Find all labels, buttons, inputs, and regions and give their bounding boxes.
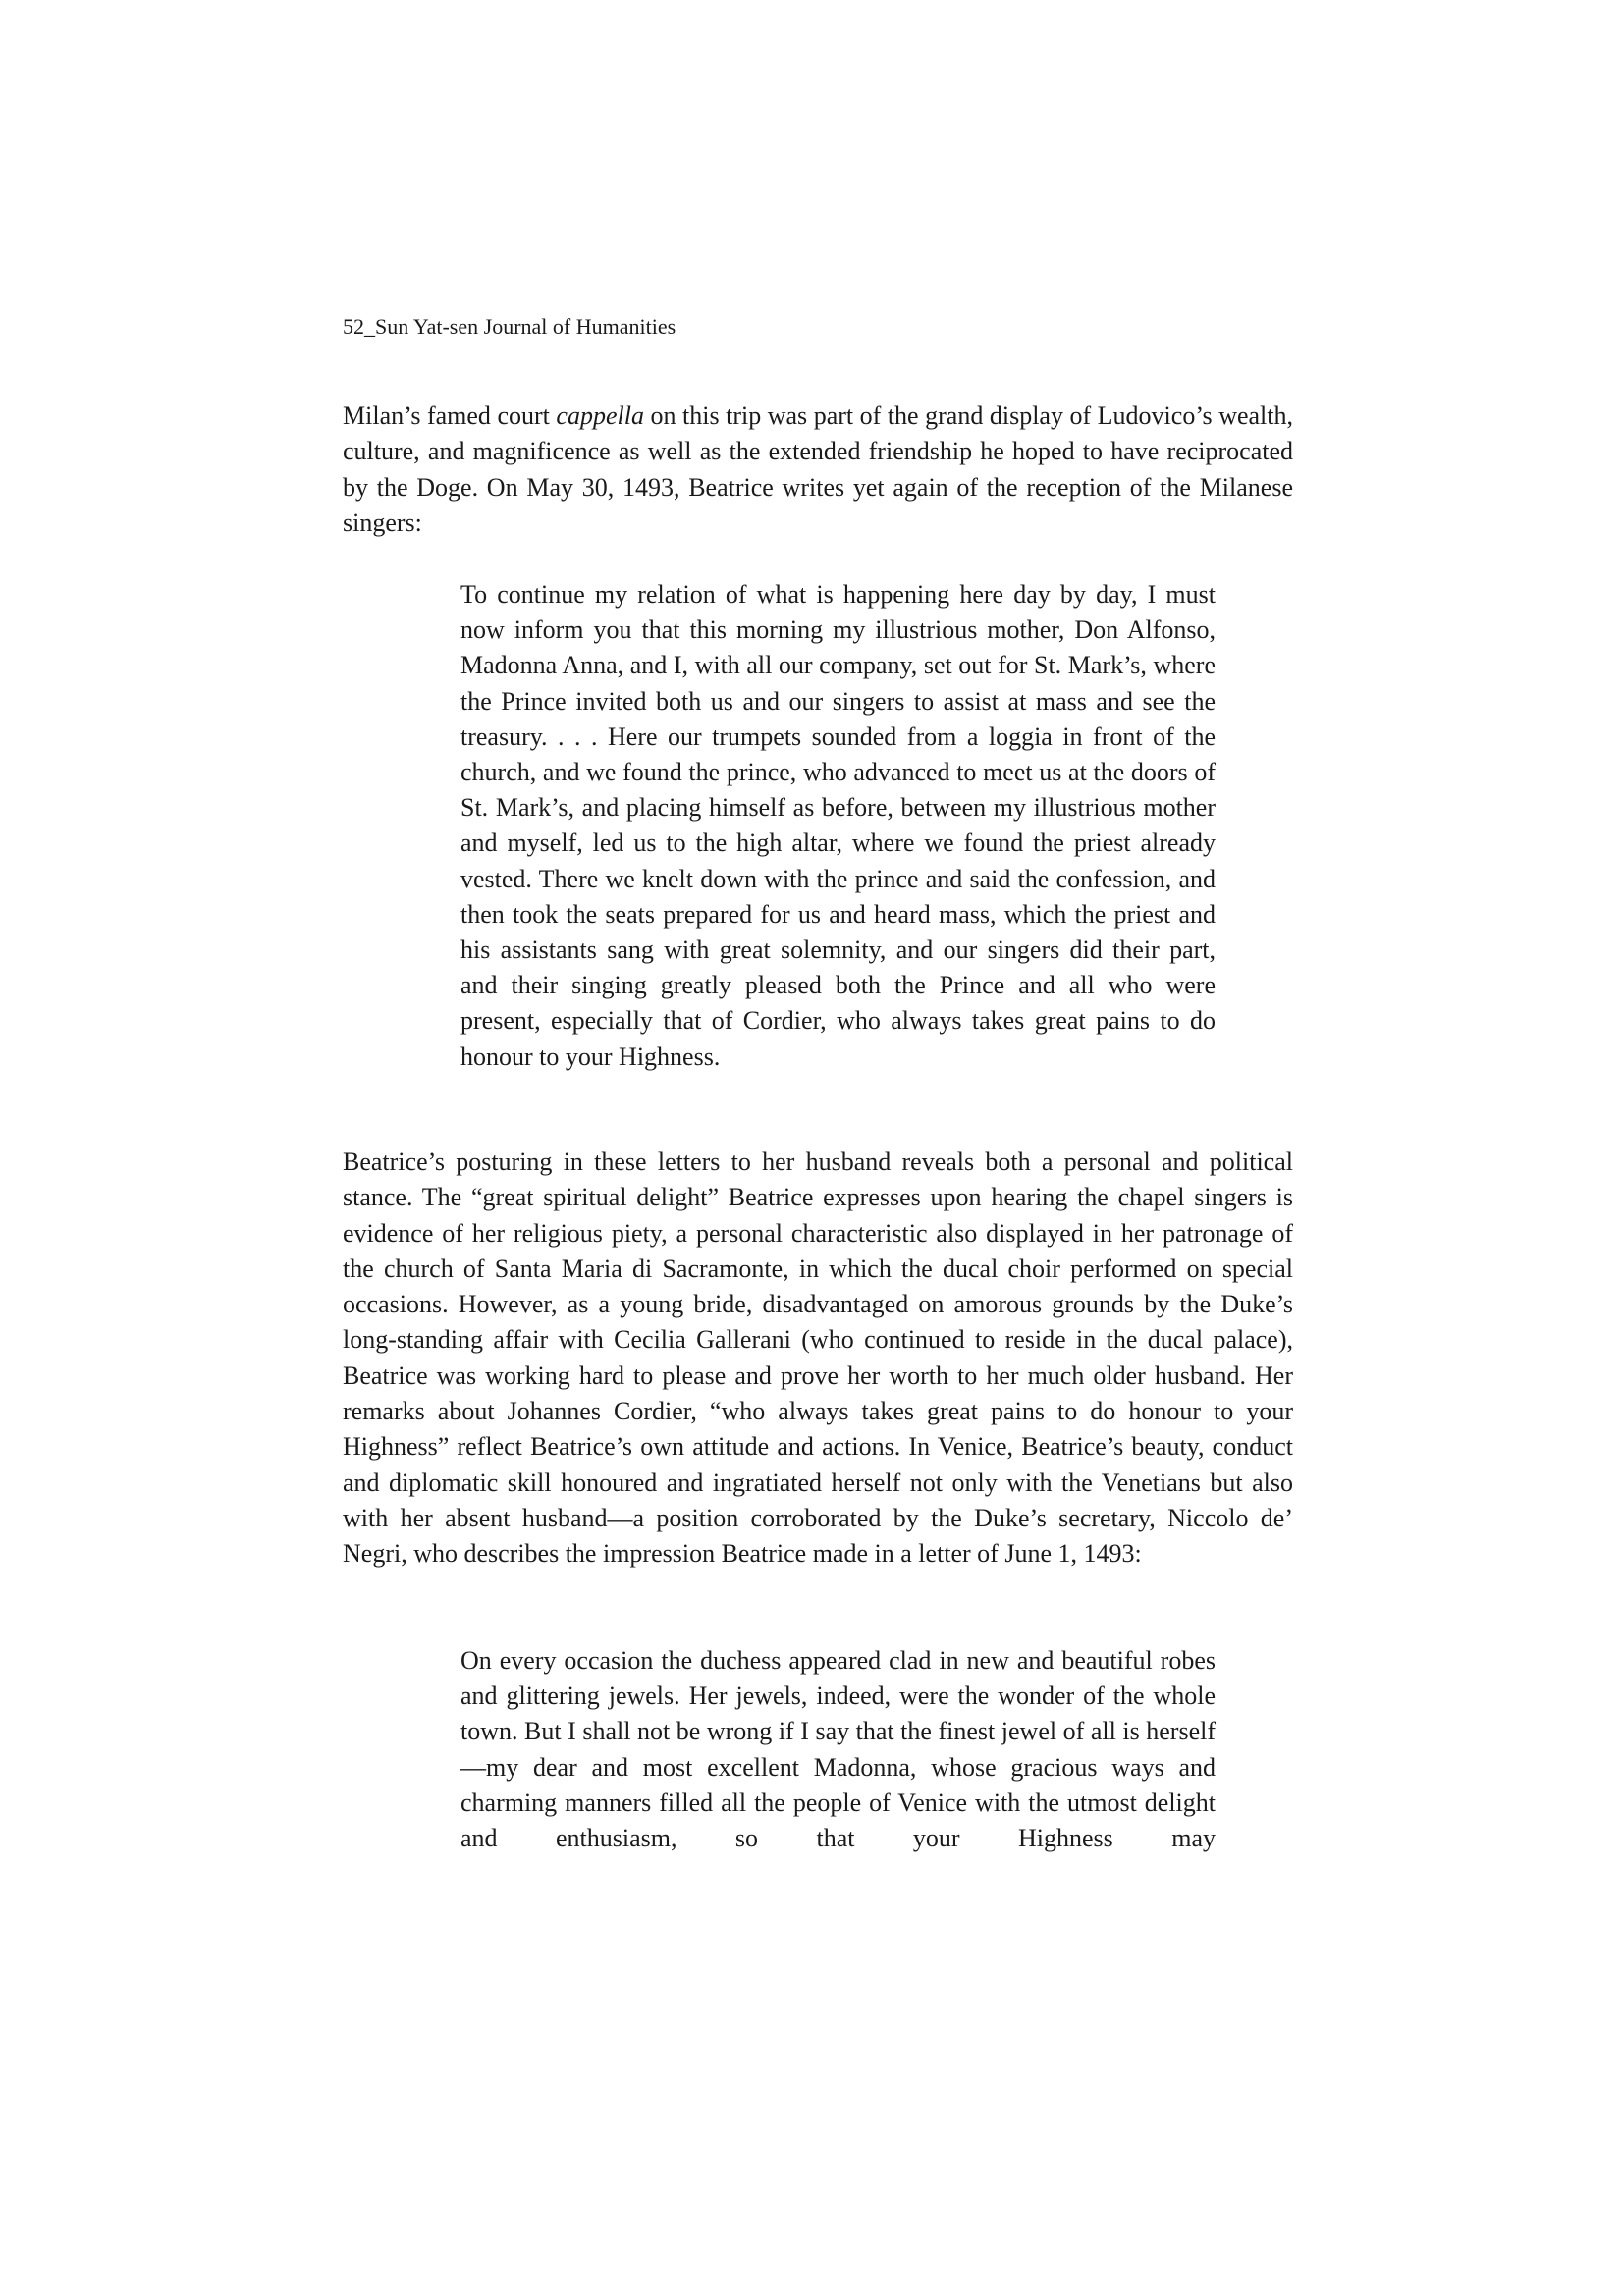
italic-term: cappella: [556, 401, 644, 430]
block-quote-2: On every occasion the duchess appeared clad in new and beautiful robes and glittering jewels. Her jewels, indeed, were the wonder of the whole town. But I shall not be wrong if I say that the finest jewel of all is herself—my dear and most excellent Madonna, whose gracious ways and charming manners filled all the people of Venice with the utmost delight and enthusiasm, so that your Highness may: [460, 1646, 1216, 1853]
paragraph-1-text-end: on this trip was part of the grand display of Ludovico’s wealth, culture, and magnificence as well as the extended friendship he hoped to have reciprocated by the Doge. On May 30, 1493, Beatrice writes yet again of the reception of the Milanese singers:: [343, 401, 1293, 537]
body-paragraph-2: Beatrice’s posturing in these letters to her husband reveals both a personal and political stance. The “great spiritual delight” Beatrice expresses upon hearing the chapel singers is evidence of her religious piety, a personal characteristic also displayed in her patronage of the church of Santa Maria di Sacramonte, in which the ducal choir performed on special occasions. However, as a young bride, disadvantaged on amorous grounds by the Duke’s long-standing affair with Cecilia Gallerani (who continued to reside in the ducal palace), Beatrice was working hard to please and prove her worth to her much older husband. Her remarks about Johannes Cordier, “who always takes great pains to do honour to your Highness” reflect Beatrice’s own attitude and actions. In Venice, Beatrice’s beauty, conduct and diplomatic skill honoured and ingratiated herself not only with the Venetians but also with her absent husband—a position corroborated by the Duke’s secretary, Niccolo de’ Negri, who describes the impression Beatrice made in a letter of June 1, 1493:: [343, 1148, 1293, 1569]
block-quote-1: To continue my relation of what is happening here day by day, I must now inform you that this morning my illustrious mother, Don Alfonso, Madonna Anna, and I, with all our company, set out for St. Mark’s, where the Prince invited both us and our singers to assist at mass and see the treasury. . . . Here our trumpets sounded from a loggia in front of the church, and we found the prince, who advanced to meet us at the doors of St. Mark’s, and placing himself as before, between my illustrious mother and myself, led us to the high altar, where we found the priest already vested. There we knelt down with the prince and said the confession, and then took the seats prepared for us and heard mass, which the priest and his assistants sang with great solemnity, and our singers did their part, and their singing greatly pleased both the Prince and all who were present, especially that of Cordier, who always takes great pains to do honour to your Highness.: [460, 580, 1216, 1071]
body-paragraph-1: [343, 399, 1293, 541]
running-head: 52_Sun Yat-sen Journal of Humanities: [343, 314, 676, 339]
paragraph-1-text-start: Milan’s famed court: [343, 401, 557, 430]
